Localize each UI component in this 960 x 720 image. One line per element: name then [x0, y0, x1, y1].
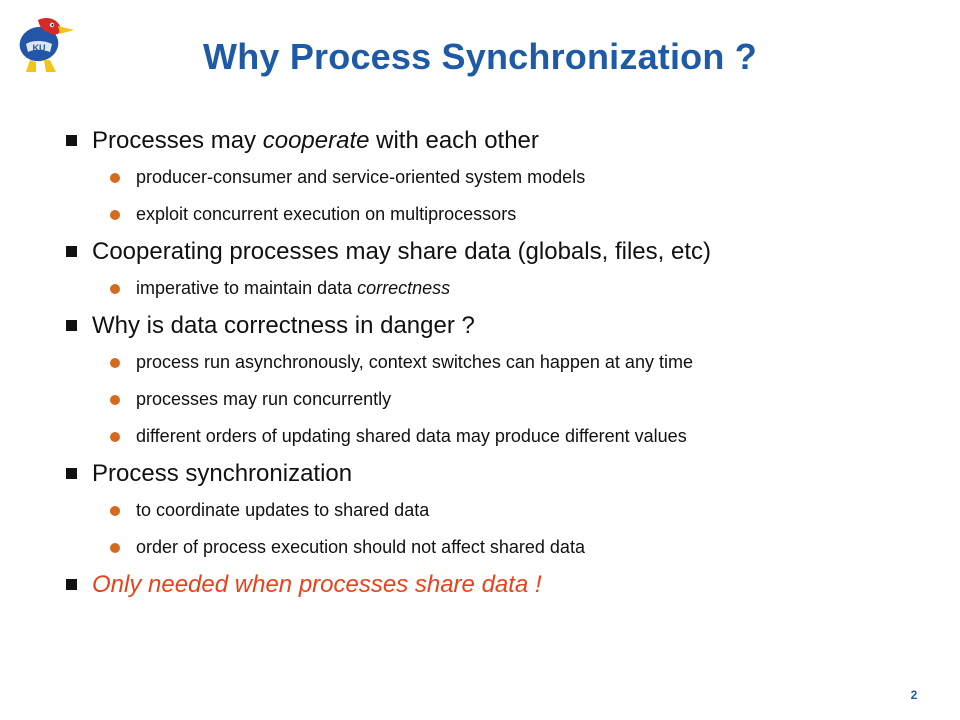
page-number: 2: [910, 688, 918, 702]
sub-bullet-text: producer-consumer and service-oriented system models: [136, 167, 586, 187]
bullet-text-post: with each other: [369, 127, 539, 154]
bullet-process-synchronization: [66, 455, 926, 492]
bullet-text-accent: Only needed when processes share data !: [92, 571, 542, 598]
bullet-text-pre: Processes may: [92, 127, 263, 154]
sub-bullet: [66, 270, 926, 307]
bullet-text-emphasis: cooperate: [262, 127, 370, 154]
sub-bullet: [66, 492, 926, 529]
bullet-cooperate: [66, 122, 926, 159]
sub-bullet-text: process run asynchronously, context switches can happen at any time: [136, 352, 693, 372]
sub-bullet: [66, 529, 926, 566]
sub-bullet-text-emphasis: correctness: [357, 278, 451, 298]
bullet-text: Process synchronization: [92, 460, 353, 487]
bullet-share-data: [66, 233, 926, 270]
round-bullet-icon: [110, 506, 120, 516]
square-bullet-icon: [66, 468, 77, 479]
sub-bullet-text: different orders of updating shared data may produce different values: [136, 426, 687, 446]
sub-bullet-text: order of process execution should not affect shared data: [136, 537, 585, 557]
sub-bullet: [66, 418, 926, 455]
round-bullet-icon: [110, 173, 120, 183]
bullet-danger: [66, 307, 926, 344]
bullet-list: [66, 122, 926, 603]
sub-bullet: [66, 381, 926, 418]
bullet-text: Why is data correctness in danger ?: [92, 312, 475, 339]
sub-bullet: [66, 196, 926, 233]
round-bullet-icon: [110, 358, 120, 368]
round-bullet-icon: [110, 284, 120, 294]
sub-bullet-text-pre: imperative to maintain data: [136, 278, 358, 298]
bullet-only-needed: [66, 566, 926, 603]
sub-bullet: [66, 344, 926, 381]
sub-bullet-text: processes may run concurrently: [136, 389, 392, 409]
sub-bullet: [66, 159, 926, 196]
square-bullet-icon: [66, 246, 77, 257]
square-bullet-icon: [66, 579, 77, 590]
round-bullet-icon: [110, 432, 120, 442]
svg-text:KU: KU: [32, 43, 46, 53]
sub-bullet-text: exploit concurrent execution on multiprocessors: [136, 204, 517, 224]
sub-bullet-text: to coordinate updates to shared data: [136, 500, 430, 520]
round-bullet-icon: [110, 395, 120, 405]
round-bullet-icon: [110, 210, 120, 220]
square-bullet-icon: [66, 320, 77, 331]
round-bullet-icon: [110, 543, 120, 553]
bullet-text: Cooperating processes may share data (globals, files, etc): [92, 238, 711, 265]
slide-title: Why Process Synchronization ?: [203, 36, 757, 77]
square-bullet-icon: [66, 135, 77, 146]
